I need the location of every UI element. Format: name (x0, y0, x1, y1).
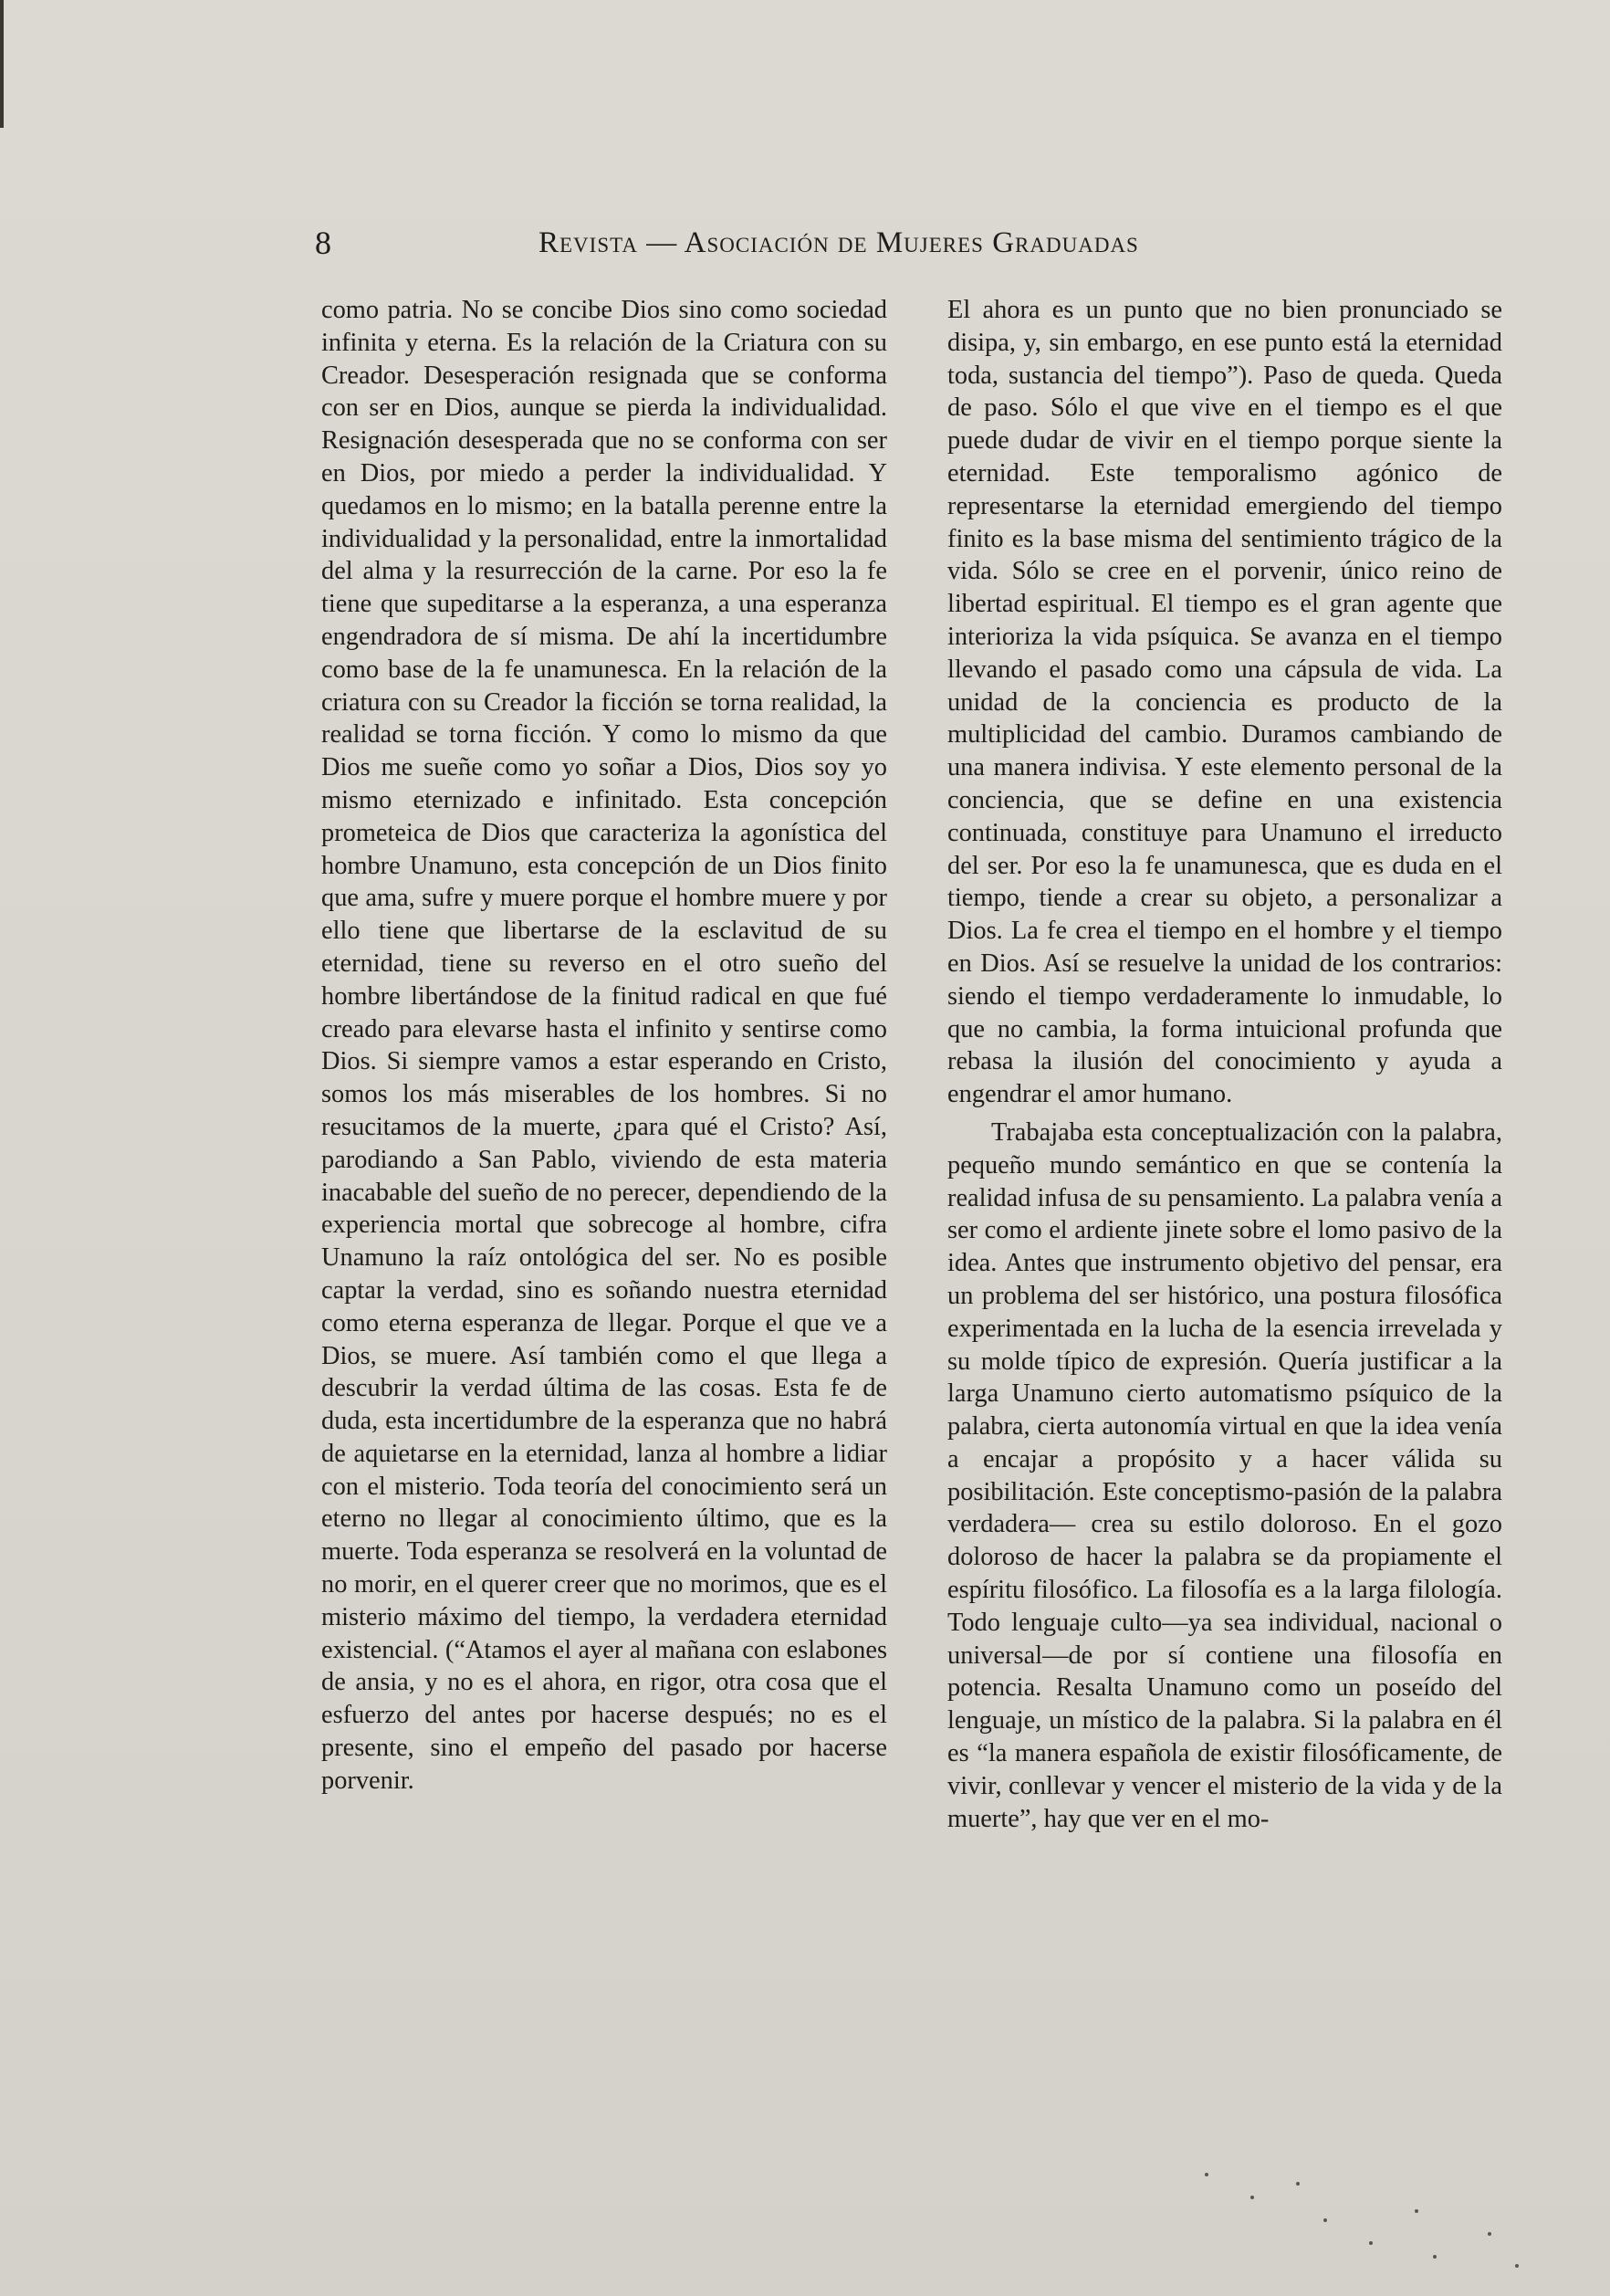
paragraph: El ahora es un punto que no bien pronunciado se disipa, y, sin embargo, en ese punto está la eternidad toda, sustancia del tiempo”). Paso de queda. Queda de paso. Sólo el que vive en el tiempo es el que puede dudar de vivir en el tiempo porque siente la eternidad. Este temporalismo agónico de representarse la eternidad emergiendo del tiempo finito es la base misma del sentimiento trágico de la vida. Sólo se cree en el porvenir, único reino de libertad espiritual. El tiempo es el gran agente que interioriza la vida psíquica. Se avanza en el tiempo llevando el pasado como una cápsula de vida. La unidad de la conciencia es producto de la multiplicidad del cambio. Duramos cambiando de una manera indivisa. Y este elemento personal de la conciencia, que se define en una existencia continuada, constituye para Unamuno el irreducto del ser. Por eso la fe unamunesca, que es duda en el tiempo, tiende a crear su objeto, a personalizar a Dios. La fe crea el tiempo en el hombre y el tiempo en Dios. Así se resuelve la unidad de los contrarios: siendo el tiempo verdaderamente lo inmudable, lo que no cambia, la forma intuicional profunda que rebasa la ilusión del conocimiento y ayuda a engendrar el amor humano. (947, 296, 1502, 1109)
paragraph: como patria. No se concibe Dios sino como sociedad infinita y eterna. Es la relación de la Criatura con su Creador. Desesperación resignada que se conforma con ser en Dios, aunque se pierda la individualidad. Resignación desesperada que no se conforma con ser en Dios, por miedo a perder la individualidad. Y quedamos en lo mismo; en la batalla perenne entre la individualidad y la personalidad, entre la inmortalidad del alma y la resurrección de la carne. Por eso la fe tiene que supeditarse a la esperanza, a una esperanza engendradora de sí misma. De ahí la incertidumbre como base de la fe unamunesca. En la relación de la criatura con su Creador la ficción se torna realidad, la realidad se torna ficción. Y como lo mismo da que Dios me sueñe como yo soñar a Dios, Dios soy yo mismo eternizado e infinitado. Esta concepción prometeica de Dios que caracteriza la agonística del hombre Unamuno, esta concepción de un Dios finito que ama, sufre y muere porque el hombre muere y por ello tiene que libertarse de la esclavitud de su eternidad, tiene su reverso en el otro sueño del hombre libertándose de la finitud radical en que fué creado para elevarse hasta el infinito y sentirse como Dios. Si siempre vamos a estar esperando en Cristo, somos los más miserables de los hombres. Si no resucitamos de la muerte, ¿para qué el Cristo? Así, parodiando a San Pablo, viviendo de esta materia inacabable del sueño de no perecer, dependiendo de la experiencia mortal que sobrecoge al hombre, cifra Unamuno la raíz ontológica del ser. No es posible captar la verdad, sino es soñando nuestra eternidad como eterna esperanza de llegar. Porque el que ve a Dios, se muere. Así también como el que llega a descubrir la verdad última de las cosas. Esta fe de duda, esta incertidumbre de la esperanza que no habrá de aquietarse en la eternidad, lanza al hombre a lidiar con el misterio. Toda teoría del conocimiento será un eterno no llegar al conocimiento último, que es la muerte. Toda esperanza se resolverá en la voluntad de no morir, en el querer creer que no morimos, que es el misterio máximo del tiempo, la verdadera eternidad existencial. (“Atamos el ayer al mañana con eslabones de ansia, y no es el ahora, en rigor, otra cosa que el esfuerzo del antes por hacerse después; no es el presente, sino el empeño del pasado por hacerse porvenir. (321, 296, 887, 1795)
page-number: 8 (315, 225, 331, 261)
left-column (321, 294, 887, 1798)
right-column (947, 294, 1502, 1835)
page-header (315, 222, 1328, 267)
running-title: Revista — Asociación de Mujeres Graduadas (538, 226, 1139, 259)
scan-specks (1187, 2154, 1552, 2291)
scan-edge-shadow (0, 0, 4, 128)
paragraph: Trabajaba esta conceptualización con la palabra, pequeño mundo semántico en que se contenía la realidad infusa de su pensamiento. La palabra venía a ser como el ardiente jinete sobre el lomo pasivo de la idea. Antes que instrumento objetivo del pensar, era un problema del ser histórico, una postura filosófica experimentada en la lucha de la esencia irrevelada y su molde típico de expresión. Quería justificar a la larga Unamuno cierto automatismo psíquico de la palabra, cierta autonomía virtual en que la idea venía a encajar a propósito y a hacer válida su posibilitación. Este conceptismo-pasión de la palabra verdadera— crea su estilo doloroso. En el gozo doloroso de hacer la palabra se da propiamente el espíritu filosófico. La filosofía es a la larga filología. Todo lenguaje culto—ya sea individual, nacional o universal—de por sí contiene una filosofía en potencia. Resalta Unamuno como un poseído del lenguaje, un místico de la palabra. Si la palabra en él es “la manera española de existir filosóficamente, de vivir, conllevar y vencer el misterio de la vida y de la muerte”, hay que ver en el mo- (947, 1117, 1502, 1833)
